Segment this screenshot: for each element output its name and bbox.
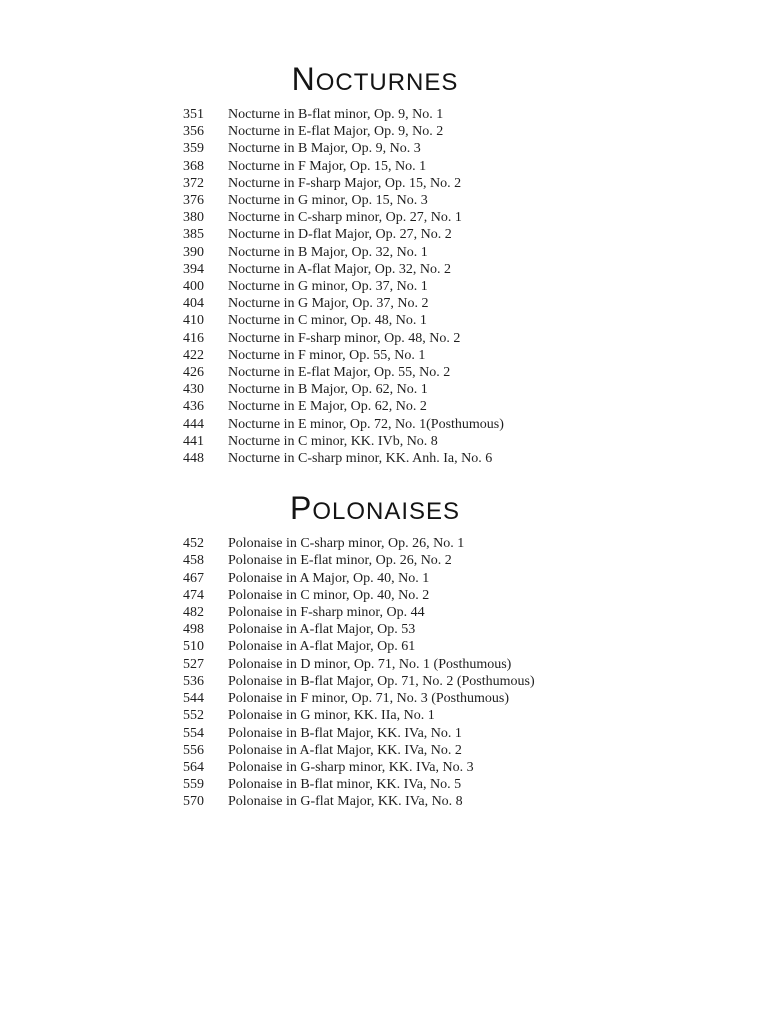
toc-entry	[183, 123, 768, 140]
entry-page-number: 359	[183, 141, 204, 157]
entry-title: Nocturne in C-sharp minor, KK. Anh. Ia, No. 6	[228, 451, 493, 467]
toc-entry	[183, 552, 768, 569]
entry-page-number: 448	[183, 451, 204, 467]
entry-title: Nocturne in C minor, KK. IVb, No. 8	[228, 433, 438, 449]
entry-page-number: 554	[183, 725, 204, 741]
toc-entry	[183, 381, 768, 398]
toc-entry	[183, 192, 768, 209]
toc-entry	[183, 535, 768, 552]
entry-title: Polonaise in C minor, Op. 40, No. 2	[228, 587, 430, 603]
entry-list-nocturnes	[0, 106, 768, 467]
entry-title: Polonaise in F-sharp minor, Op. 44	[228, 605, 425, 621]
entry-title: Nocturne in E-flat Major, Op. 55, No. 2	[228, 365, 451, 381]
toc-entry	[183, 587, 768, 604]
entry-title: Polonaise in C-sharp minor, Op. 26, No. 1	[228, 536, 465, 552]
entry-page-number: 426	[183, 365, 204, 381]
entry-page-number: 482	[183, 605, 204, 621]
toc-entry	[183, 209, 768, 226]
toc-entry	[183, 656, 768, 673]
entry-title: Polonaise in A-flat Major, KK. IVa, No. 2	[228, 742, 462, 758]
entry-title: Nocturne in B Major, Op. 9, No. 3	[228, 141, 421, 157]
entry-page-number: 410	[183, 313, 204, 329]
entry-page-number: 452	[183, 536, 204, 552]
toc-entry	[183, 450, 768, 467]
toc-entry	[183, 725, 768, 742]
toc-entry	[183, 416, 768, 433]
entry-title: Polonaise in A-flat Major, Op. 61	[228, 639, 416, 655]
entry-page-number: 444	[183, 416, 204, 432]
entry-page-number: 422	[183, 347, 204, 363]
entry-title: Polonaise in G minor, KK. IIa, No. 1	[228, 708, 435, 724]
entry-page-number: 552	[183, 708, 204, 724]
toc-entry	[183, 330, 768, 347]
toc-entry	[183, 244, 768, 261]
entry-title: Polonaise in A Major, Op. 40, No. 1	[228, 570, 430, 586]
entry-page-number: 368	[183, 158, 204, 174]
entry-page-number: 416	[183, 330, 204, 346]
entry-title: Polonaise in B-flat Major, KK. IVa, No. 1	[228, 725, 462, 741]
toc-entry	[183, 398, 768, 415]
entry-page-number: 430	[183, 382, 204, 398]
entry-title: Polonaise in F minor, Op. 71, No. 3 (Posthumous)	[228, 691, 510, 707]
entry-page-number: 527	[183, 656, 204, 672]
entry-title: Nocturne in C minor, Op. 48, No. 1	[228, 313, 427, 329]
toc-entry	[183, 776, 768, 793]
toc-entry	[183, 742, 768, 759]
toc-entry	[183, 140, 768, 157]
entry-title: Nocturne in F-sharp Major, Op. 15, No. 2	[228, 175, 462, 191]
entry-title: Nocturne in D-flat Major, Op. 27, No. 2	[228, 227, 452, 243]
entry-title: Nocturne in C-sharp minor, Op. 27, No. 1	[228, 210, 462, 226]
entry-title: Nocturne in F minor, Op. 55, No. 1	[228, 347, 426, 363]
toc-entry	[183, 621, 768, 638]
entry-title: Nocturne in B-flat minor, Op. 9, No. 1	[228, 107, 444, 122]
toc-entry	[183, 793, 768, 810]
entry-page-number: 390	[183, 244, 204, 260]
entry-title: Nocturne in E Major, Op. 62, No. 2	[228, 399, 427, 415]
entry-page-number: 498	[183, 622, 204, 638]
entry-page-number: 385	[183, 227, 204, 243]
entry-page-number: 510	[183, 639, 204, 655]
entry-page-number: 351	[183, 107, 204, 122]
entry-list-polonaises	[0, 535, 768, 810]
entry-title: Nocturne in G Major, Op. 37, No. 2	[228, 296, 429, 312]
toc-entry	[183, 226, 768, 243]
section-polonaises	[0, 467, 768, 810]
entry-page-number: 544	[183, 691, 204, 707]
entry-page-number: 436	[183, 399, 204, 415]
entry-title: Nocturne in B Major, Op. 32, No. 1	[228, 244, 428, 260]
toc-entry	[183, 638, 768, 655]
entry-page-number: 556	[183, 742, 204, 758]
toc-entry	[183, 312, 768, 329]
entry-title: Polonaise in A-flat Major, Op. 53	[228, 622, 416, 638]
entry-page-number: 559	[183, 777, 204, 793]
entry-page-number: 356	[183, 124, 204, 140]
entry-page-number: 400	[183, 279, 204, 295]
entry-title: Polonaise in B-flat minor, KK. IVa, No. 5	[228, 777, 462, 793]
toc-entry	[183, 690, 768, 707]
section-nocturnes	[0, 0, 768, 467]
toc-entry	[183, 673, 768, 690]
entry-page-number: 441	[183, 433, 204, 449]
toc-entry	[183, 604, 768, 621]
entry-title: Polonaise in G-sharp minor, KK. IVa, No. 3	[228, 759, 474, 775]
toc-entry	[183, 278, 768, 295]
entry-title: Polonaise in D minor, Op. 71, No. 1 (Posthumous)	[228, 656, 512, 672]
entry-page-number: 570	[183, 794, 204, 810]
entry-title: Polonaise in E-flat minor, Op. 26, No. 2	[228, 553, 452, 569]
entry-page-number: 536	[183, 673, 204, 689]
entry-title: Nocturne in F Major, Op. 15, No. 1	[228, 158, 427, 174]
entry-title: Nocturne in E-flat Major, Op. 9, No. 2	[228, 124, 444, 140]
toc-entry	[183, 106, 768, 123]
entry-page-number: 404	[183, 296, 204, 312]
entry-title: Nocturne in B Major, Op. 62, No. 1	[228, 382, 428, 398]
toc-entry	[183, 175, 768, 192]
entry-title: Nocturne in G minor, Op. 37, No. 1	[228, 279, 428, 295]
entry-title: Nocturne in F-sharp minor, Op. 48, No. 2	[228, 330, 461, 346]
entry-page-number: 458	[183, 553, 204, 569]
entry-page-number: 372	[183, 175, 204, 191]
toc-entry	[183, 707, 768, 724]
entry-title: Polonaise in G-flat Major, KK. IVa, No. 8	[228, 794, 463, 810]
toc-entry	[183, 570, 768, 587]
entry-page-number: 394	[183, 261, 204, 277]
entry-page-number: 474	[183, 587, 204, 603]
toc-entry	[183, 364, 768, 381]
entry-page-number: 467	[183, 570, 204, 586]
entry-title: Polonaise in B-flat Major, Op. 71, No. 2 (Posthumous)	[228, 673, 535, 689]
toc-entry	[183, 347, 768, 364]
toc-entry	[183, 295, 768, 312]
entry-title: Nocturne in G minor, Op. 15, No. 3	[228, 193, 428, 209]
toc-entry	[183, 759, 768, 776]
section-title-nocturnes: NOCTURNES	[291, 61, 459, 97]
entry-title: Nocturne in A-flat Major, Op. 32, No. 2	[228, 261, 452, 277]
toc-entry	[183, 158, 768, 175]
section-title-polonaises: POLONAISES	[289, 490, 461, 527]
entry-page-number: 380	[183, 210, 204, 226]
entry-page-number: 564	[183, 759, 204, 775]
toc-entry	[183, 261, 768, 278]
toc-entry	[183, 433, 768, 450]
entry-title: Nocturne in E minor, Op. 72, No. 1(Posthumous)	[228, 416, 504, 432]
entry-page-number: 376	[183, 193, 204, 209]
